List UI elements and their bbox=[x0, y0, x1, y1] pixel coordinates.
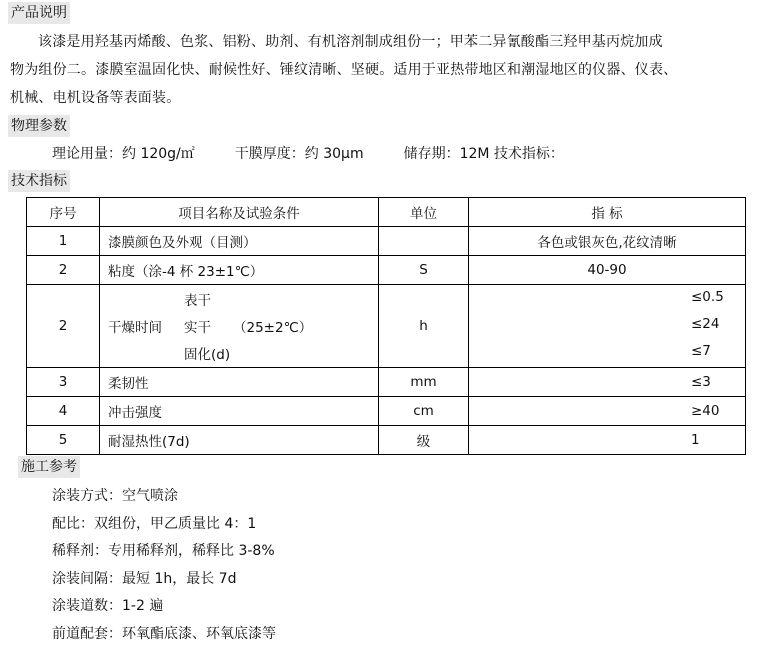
header-serial: 序号 bbox=[27, 198, 100, 227]
film-thickness-value: 干膜厚度：约 30μm bbox=[234, 146, 364, 162]
row-item-drying bbox=[100, 285, 379, 368]
drying-cure-value: ≤7 bbox=[691, 343, 711, 359]
coverage-value: 理论用量：约 120g/㎡ bbox=[52, 146, 195, 162]
physical-parameters-heading: 物理参数 bbox=[8, 115, 70, 137]
row-serial: 3 bbox=[27, 368, 100, 397]
list-item: 稀释剂：专用稀释剂，稀释比 3-8% bbox=[52, 543, 275, 559]
physical-parameters-row bbox=[52, 141, 564, 168]
product-description-line-1: 该漆是用羟基丙烯酸、色浆、铝粉、助剂、有机溶剂制成组份一；甲苯二异氰酸酯三羟甲基丙烷加成 bbox=[38, 34, 663, 50]
table-row bbox=[27, 426, 746, 455]
row-indicator bbox=[469, 426, 746, 455]
list-item: 配比：双组份，甲乙质量比 4：1 bbox=[52, 515, 257, 532]
row-serial: 2 bbox=[27, 256, 100, 285]
table-row-drying-time bbox=[27, 285, 746, 368]
drying-surface-dry-label: 表干 bbox=[184, 293, 211, 309]
table-header-row bbox=[27, 198, 746, 227]
table-row bbox=[27, 227, 746, 256]
storage-value: 储存期：12M 技术指标： bbox=[403, 146, 564, 162]
list-item: 涂装间隔：最短 1h，最长 7d bbox=[52, 570, 237, 587]
header-unit: 单位 bbox=[379, 198, 469, 227]
row-indicator bbox=[469, 368, 746, 397]
row-unit: 级 bbox=[379, 426, 469, 455]
drying-cure-label: 固化(d) bbox=[184, 347, 231, 363]
row-item: 粘度（涂-4 杯 23±1℃） bbox=[100, 256, 379, 285]
row-indicator-drying bbox=[469, 285, 746, 368]
row-item: 漆膜颜色及外观（目测） bbox=[100, 227, 379, 256]
row-item: 耐湿热性(7d) bbox=[100, 426, 379, 455]
product-description-line-3: 机械、电机设备等表面装。 bbox=[10, 90, 181, 106]
table-row bbox=[27, 368, 746, 397]
construction-reference-heading: 施工参考 bbox=[18, 456, 80, 478]
row-indicator: 40-90 bbox=[469, 256, 746, 285]
row-indicator-value: ≥40 bbox=[691, 403, 720, 419]
technical-indicators-table bbox=[26, 197, 746, 455]
drying-condition-label: （25±2℃） bbox=[233, 320, 313, 336]
drying-time-label: 干燥时间 bbox=[108, 320, 162, 336]
list-item: 涂装方式：空气喷涂 bbox=[52, 488, 178, 504]
row-serial: 1 bbox=[27, 227, 100, 256]
row-unit: mm bbox=[379, 368, 469, 397]
row-indicator-value: ≤3 bbox=[691, 374, 711, 390]
row-serial: 2 bbox=[27, 285, 100, 368]
row-indicator: 各色或银灰色,花纹清晰 bbox=[469, 227, 746, 256]
row-item: 柔韧性 bbox=[100, 368, 379, 397]
row-indicator-value: 1 bbox=[691, 432, 700, 448]
row-serial: 5 bbox=[27, 426, 100, 455]
drying-hard-dry-value: ≤24 bbox=[691, 316, 720, 332]
list-item: 前道配套：环氧酯底漆、环氧底漆等 bbox=[52, 625, 276, 642]
drying-hard-dry-label: 实干 bbox=[184, 320, 211, 336]
row-serial: 4 bbox=[27, 397, 100, 426]
header-indicator: 指 标 bbox=[469, 198, 746, 227]
product-description-line-2: 物为组份二。漆膜室温固化快、耐候性好、锤纹清晰、坚硬。适用于亚热带地区和潮湿地区的仪器、仪表、 bbox=[10, 62, 678, 78]
product-description-heading: 产品说明 bbox=[8, 2, 70, 24]
row-unit bbox=[379, 227, 469, 256]
construction-reference-list bbox=[52, 483, 652, 648]
table-row bbox=[27, 397, 746, 426]
header-item: 项目名称及试验条件 bbox=[100, 198, 379, 227]
technical-indicators-heading: 技术指标 bbox=[8, 170, 70, 192]
table-row bbox=[27, 256, 746, 285]
row-unit: S bbox=[379, 256, 469, 285]
row-indicator bbox=[469, 397, 746, 426]
list-item: 涂装道数：1-2 遍 bbox=[52, 598, 164, 614]
row-unit: cm bbox=[379, 397, 469, 426]
row-item: 冲击强度 bbox=[100, 397, 379, 426]
row-unit: h bbox=[379, 285, 469, 368]
drying-surface-dry-value: ≤0.5 bbox=[691, 289, 724, 305]
